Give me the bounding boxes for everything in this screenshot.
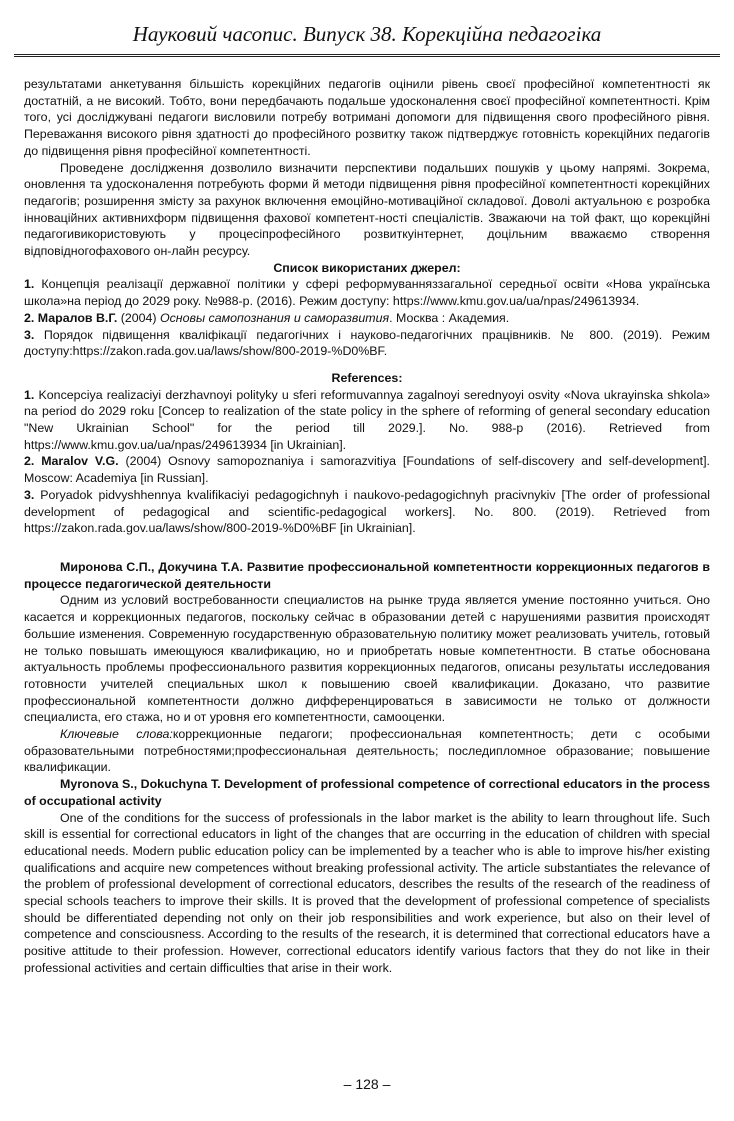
source-item-1 (24, 276, 710, 309)
journal-title: Науковий часопис. Випуск 38. Корекційна педагогіка (132, 22, 602, 46)
spacer (24, 360, 710, 370)
reference-text: (2004) Osnovy samopoznaniya i samorazvitiya [Foundations of self-discovery and self-development]. Moscow: Academiya [in Russian]. (24, 454, 710, 486)
spacer (24, 537, 710, 559)
source-text: Порядок підвищення кваліфікації педагогічних і науково-педагогічних працівників. № 800. (2019). Режим доступу:https://zakon.rada.gov.ua/laws/show/800-2019-%D0%BF. (24, 327, 710, 359)
reference-item-1 (24, 387, 710, 454)
keywords-label: Ключевые слова: (60, 727, 173, 742)
body-paragraph-2: Проведене дослідження дозволило визначити перспективи подальших пошуків у цьому напрямі. Зокрема, оновлення та удосконалення потребують форми й методи підвищення рівня професійної компетентності корекційних педагогів; розширення змісту за рахунок включення емоційно-мотиваційної складової. Доволі актуальною є розробка інноваційних активнихформ підвищення фахової компетент-ності спеціалістів. Зважаючи на той факт, що корекційні педагогивикористовують у процесіпрофесійного розвиткуінтернет, доцільним вважаємо створення відповідногофахового он-лайн ресурсу. (24, 160, 710, 259)
abstract-ru-keywords (24, 726, 710, 776)
source-number: 2. (24, 310, 35, 325)
page-content (24, 76, 710, 977)
source-title: Основы самопознания и саморазвития (159, 310, 390, 325)
source-number: 3. (24, 327, 35, 342)
source-author: Маралов В.Г. (37, 310, 118, 325)
references-heading: References: (331, 370, 403, 385)
reference-item-3 (24, 487, 710, 537)
reference-number: 1. (24, 387, 35, 402)
keywords-text: коррекционные педагоги; профессиональная компетентность; дети с особыми образовательными потребностями;профессиональная деятельность; последипломное образование; повышение квалификации. (24, 727, 710, 775)
source-item-3 (24, 327, 710, 360)
source-text: . Москва : Академия. (389, 310, 510, 325)
abstract-ru-title: Миронова С.П., Докучина Т.А. Развитие профессиональной компетентности коррекционных педагогов в процессе педагогической деятельности (24, 559, 710, 591)
reference-number: 2. (24, 454, 35, 469)
abstract-en-title: Myronova S., Dokuchyna T. Development of professional competence of correctional educators in the process of occupational activity (24, 777, 710, 808)
reference-text: Poryadok pidvyshhennya kvalifikaciyi pedagogichnyh i naukovo-pedagogichnyh pracivnykiv [The order of professional development of pedagogical and scientific-pedagogical workers]. No. 800. (2019). Retrieved from https://zakon.rada.gov.ua/laws/show/800-2019-%D0%BF [in Ukrainian]. (24, 487, 710, 536)
abstract-ru-text: Одним из условий востребованности специалистов на рынке труда является умение постоянно учиться. Оно касается и коррекционных педагогов, поскольку сейчас в образовании детей с нарушениями развития происходят большие изменения. Современную государственную образовательную политику может реализовать учитель, готовый не только повышать имеющуюся квалификацию, но и приобретать новые компетентности. В статье обоснована актуальность проблемы профессионального развития коррекционных педагогов, описаны результаты исследования готовности учителей специальных школ к повышению своей квалификации. Доказано, что развитие профессиональной компетентности должно дифференцироваться в зависимости не только от должности специалиста, его стажа, но и от уровня его компетентности, самооценки. (24, 593, 710, 725)
sources-heading: Список використаних джерел: (273, 260, 461, 275)
page-number: – 128 – (343, 1076, 391, 1092)
reference-author: Maralov V.G. (41, 454, 119, 469)
reference-number: 3. (24, 487, 35, 502)
source-item-2 (24, 310, 710, 327)
source-number: 1. (24, 277, 35, 292)
source-year: (2004) (117, 310, 160, 325)
reference-text: Koncepciya realizaciyi derzhavnoyi polityky u sferi reformuvannya zagalnoyi serednyoyi osvity «Nova ukrayinska shkola» na period do 2029 roku [Concep to realization of the state policy in the sphere of reforming of general secondary education "New Ukrainian School" for the period till 2029.]. No. 988-p (2016). Retrieved from https://www.kmu.gov.ua/ua/npas/249613934 [in Ukrainian]. (24, 387, 710, 452)
source-text: Концепція реалізації державної політики у сфері реформуванняззагальної середньої освіти «Нова українська школа»на період до 2029 року. №988-р. (2016). Режим доступу: https://www.kmu.gov.ua/ua/npas/249613934. (24, 277, 710, 309)
reference-item-2 (24, 453, 710, 486)
running-header (14, 14, 720, 57)
abstract-en-text: One of the conditions for the success of professionals in the labor market is the ability to learn throughout life. Such skill is essential for correctional educators in light of the changes that are occurring in the education of children with special educational needs. Modern public education policy can be implemented by a teacher who is able to improve his/her existing qualifications and acquire new competences without breaking professional activity. The article substantiates the relevance of the problem of professional development of correctional educators, describes the results of the research of the readiness of special schools teachers to improve their skills. It is proved that the development of professional competence of specialists should be differentiated depending not only on their job responsibilities and work experience, but also on their level of competence and consciousness. According to the results of the research, it is determined that correctional educators have a positive attitude to their profession. However, correctional educators identify various factors that they do not like in their professional activities and certain difficulties that arise in their work. (24, 810, 710, 975)
body-paragraph-1: результатами анкетування більшість корекційних педагогів оцінили рівень своєї професійної компетентності як достатній, а не високий. Тобто, вони передбачають подальше удосконалення своєї професійної компетентності. Крім того, усі досліджувані педагоги висловили потребу вотримані допомоги для підвищення свого професійного рівня. Переважання високого рівня здатності до професійного розвитку також підтверджує готовність корекційних педагогів до підвищення рівня професійної компетентності. (24, 77, 710, 158)
